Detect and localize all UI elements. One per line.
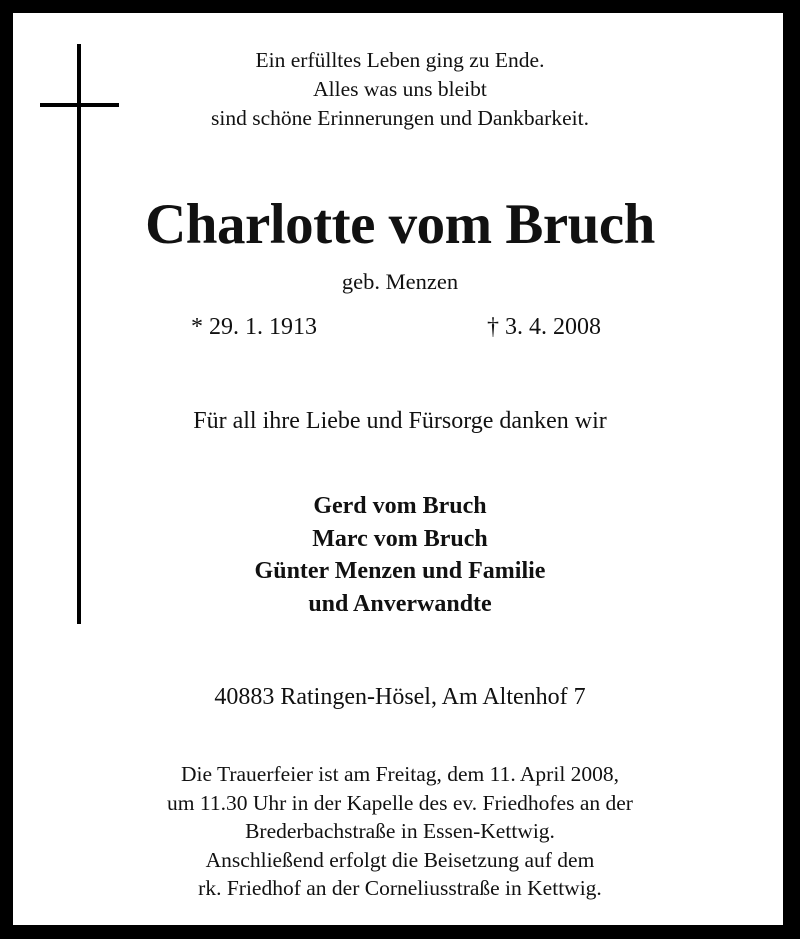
birth-date: * 29. 1. 1913 bbox=[191, 314, 317, 340]
deceased-name: Charlotte vom Bruch bbox=[145, 193, 655, 256]
verse-line: Ein erfülltes Leben ging zu Ende. bbox=[255, 48, 545, 72]
mourner: Günter Menzen und Familie bbox=[254, 558, 546, 584]
thanks-line: Für all ihre Liebe und Fürsorge danken wir bbox=[193, 408, 607, 434]
ceremony-line: rk. Friedhof an der Corneliusstraße in Kettwig. bbox=[198, 876, 602, 900]
ceremony-info bbox=[0, 760, 800, 903]
verse bbox=[0, 46, 800, 133]
mourners-list bbox=[0, 490, 800, 620]
birth-name: geb. Menzen bbox=[341, 269, 459, 294]
ceremony-line: um 11.30 Uhr in der Kapelle des ev. Friedhofes an der bbox=[167, 790, 633, 815]
verse-line: sind schöne Erinnerungen und Dankbarkeit. bbox=[211, 106, 589, 130]
ceremony-line: Brederbachstraße in Essen-Kettwig. bbox=[245, 819, 555, 843]
mourner: Marc vom Bruch bbox=[312, 525, 488, 552]
ceremony-line: Die Trauerfeier ist am Freitag, dem 11. April 2008, bbox=[180, 762, 620, 786]
mourner: Gerd vom Bruch bbox=[313, 493, 487, 519]
mourner: und Anverwandte bbox=[308, 590, 492, 617]
address: 40883 Ratingen-Hösel, Am Altenhof 7 bbox=[214, 684, 586, 710]
ceremony-line: Anschließend erfolgt die Beisetzung auf dem bbox=[205, 847, 595, 872]
death-date: † 3. 4. 2008 bbox=[487, 314, 601, 340]
verse-line: Alles was uns bleibt bbox=[313, 77, 487, 101]
